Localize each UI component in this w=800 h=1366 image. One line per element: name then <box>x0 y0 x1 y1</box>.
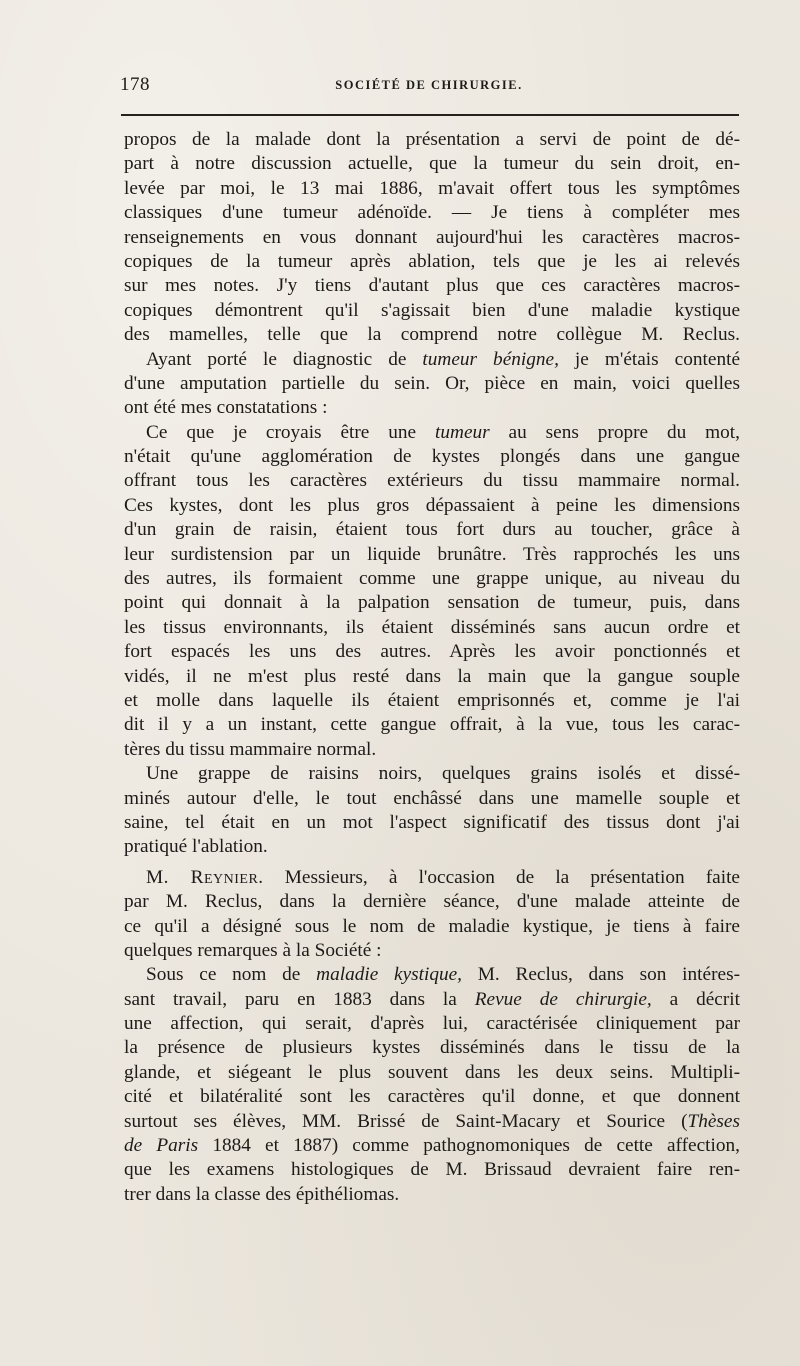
text-run: surtout ses élèves, MM. Brissé de Saint-Macary et Sourice ( <box>124 1110 688 1132</box>
speaker-name: M. Reynier. <box>146 866 264 888</box>
text-line: classiques d'une tumeur adénoïde. — Je tiens à compléter mes <box>124 202 740 224</box>
text-line: copiques de la tumeur après ablation, tels que je les ai relevés <box>124 250 740 272</box>
paragraph <box>124 866 740 964</box>
text-line: saine, tel était en un mot l'aspect significatif des tissus dont j'ai <box>124 811 740 833</box>
italic-text: tumeur bénigne, <box>422 348 559 370</box>
text-line: tères du tissu mammaire normal. <box>124 738 377 760</box>
text-line: et molle dans laquelle ils étaient emprisonnés et, comme je l'ai <box>124 689 740 711</box>
italic-text: Revue de chirurgie, <box>474 988 652 1010</box>
text-line: que les examens histologiques de M. Brissaud devraient faire ren- <box>124 1159 740 1181</box>
text-line <box>124 988 740 1012</box>
italic-text: tumeur <box>435 421 490 443</box>
text-run: Sous ce nom de <box>146 964 317 986</box>
header-rule <box>121 114 739 116</box>
text-run: au sens propre du mot, <box>489 421 740 443</box>
text-line: des autres, ils formaient comme une grappe unique, au niveau du <box>124 568 740 590</box>
paragraph <box>124 963 740 1207</box>
text-line: sur mes notes. J'y tiens d'autant plus que ces caractères macros- <box>124 275 740 297</box>
paragraph <box>124 762 740 860</box>
text-line: une affection, qui serait, d'après lui, caractérisée cliniquement par <box>124 1013 740 1035</box>
text-run: Ayant porté le diagnostic de <box>146 348 423 370</box>
text-line: dit il y a un instant, cette gangue offrait, à la vue, tous les carac- <box>124 714 740 736</box>
text-line: la présence de plusieurs kystes disséminés dans le tissu de la <box>124 1037 740 1059</box>
text-line <box>124 1110 740 1134</box>
text-line: fort espacés les uns des autres. Après les avoir ponctionnés et <box>124 641 740 663</box>
text-line: des mamelles, telle que la comprend notre collègue M. Reclus. <box>124 324 740 346</box>
text-line: Ces kystes, dont les plus gros dépassaient à peine les dimensions <box>124 494 740 516</box>
text-line: levée par moi, le 13 mai 1886, m'avait offert tous les symptômes <box>124 177 740 199</box>
running-title: SOCIÉTÉ DE CHIRURGIE. <box>335 78 523 92</box>
text-line: quelques remarques à la Société : <box>124 939 382 961</box>
text-line: ce qu'il a désigné sous le nom de maladie kystique, je tiens à faire <box>124 915 740 937</box>
text-line: Une grappe de raisins noirs, quelques grains isolés et dissé- <box>146 763 740 785</box>
text-line: pratiqué l'ablation. <box>124 836 268 858</box>
text-line: ont été mes constatations : <box>124 397 328 419</box>
paragraph <box>124 348 740 421</box>
page-header <box>120 74 738 102</box>
page-number: 178 <box>120 74 150 95</box>
text-line: copiques démontrent qu'il s'agissait bien d'une maladie kystique <box>124 299 740 321</box>
text-run: M. Reclus, dans son intéres- <box>462 964 741 986</box>
paragraph <box>124 421 740 762</box>
text-line: trer dans la classe des épithéliomas. <box>124 1183 400 1205</box>
text-line: point qui donnait à la palpation sensation de tumeur, puis, dans <box>124 592 740 614</box>
text-line: glande, et siégeant le plus souvent dans les deux seins. Multipli- <box>124 1061 740 1083</box>
italic-text: de Paris <box>124 1135 199 1157</box>
text-line <box>124 866 740 890</box>
text-run: Messieurs, à l'occasion de la présentation faite <box>263 866 740 888</box>
text-line: part à notre discussion actuelle, que la tumeur du sein droit, en- <box>124 153 740 175</box>
text-line: offrant tous les caractères extérieurs du tissu mammaire normal. <box>124 470 740 492</box>
text-line: d'un grain de raisin, étaient tous fort durs au toucher, grâce à <box>124 519 740 541</box>
body-text <box>124 128 740 1207</box>
text-line: propos de la malade dont la présentation a servi de point de dé- <box>124 129 740 150</box>
paragraph <box>124 128 740 348</box>
text-line: par M. Reclus, dans la dernière séance, d'une malade atteinte de <box>124 891 740 913</box>
text-line: minés autour d'elle, le tout enchâssé dans une mamelle souple et <box>124 787 740 809</box>
text-line: vidés, il ne m'est plus resté dans la main que la gangue souple <box>124 665 740 687</box>
italic-text: Thèses <box>687 1110 740 1132</box>
text-line: n'était qu'une agglomération de kystes plongés dans une gangue <box>124 446 740 468</box>
text-line: renseignements en vous donnant aujourd'hui les caractères macros- <box>124 226 740 248</box>
text-run: a décrit <box>651 988 740 1010</box>
text-line: leur surdistension par un liquide brunâtre. Très rapprochés les uns <box>124 543 740 565</box>
text-line: d'une amputation partielle du sein. Or, pièce en main, voici quelles <box>124 372 740 394</box>
text-run: Ce que je croyais être une <box>146 421 436 443</box>
text-run: je m'étais contenté <box>558 348 740 370</box>
text-run: sant travail, paru en 1883 dans la <box>124 988 475 1010</box>
text-line <box>124 963 740 987</box>
text-line: les tissus environnants, ils étaient disséminés sans aucun ordre et <box>124 616 740 638</box>
text-line <box>124 1134 740 1158</box>
text-line <box>124 348 740 372</box>
text-line: cité et bilatéralité sont les caractères qu'il donne, et que donnent <box>124 1086 740 1108</box>
text-line <box>124 421 740 445</box>
italic-text: maladie kystique, <box>316 964 463 986</box>
text-run: 1884 et 1887) comme pathognomoniques de cette affection, <box>198 1135 740 1157</box>
